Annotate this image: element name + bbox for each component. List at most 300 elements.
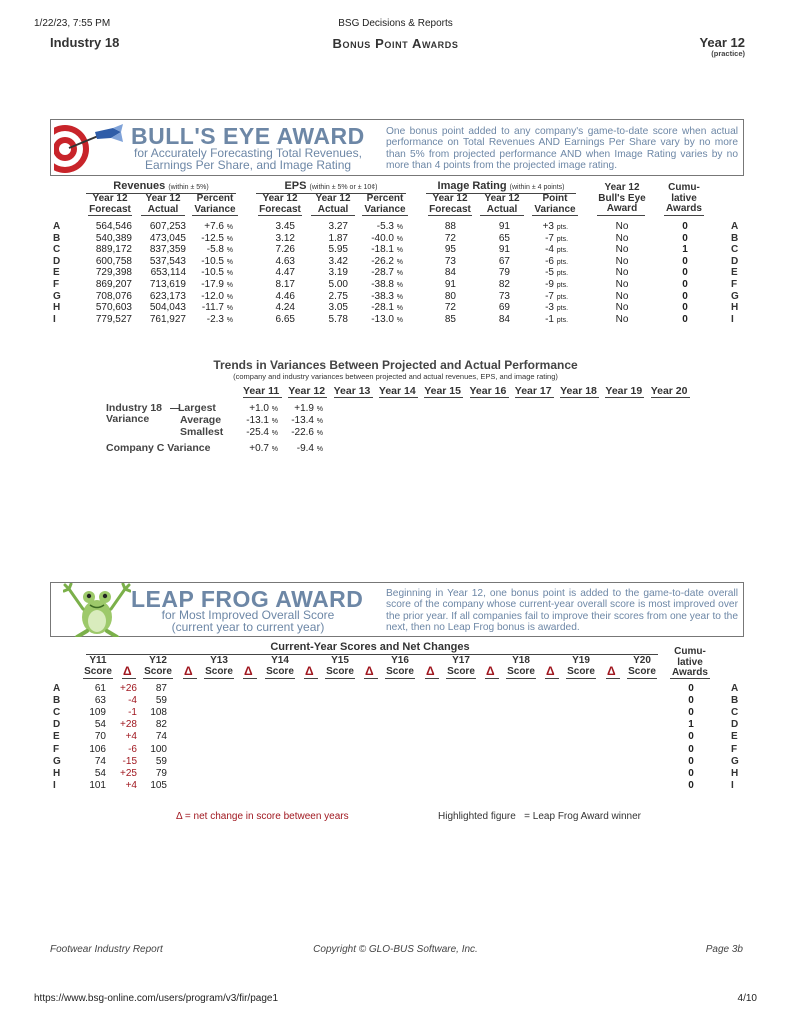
trends-value-number: +1.0	[249, 403, 269, 414]
trends-year-rule	[424, 397, 463, 398]
bullseye-award-value: No	[615, 267, 629, 279]
col-header-line2: Forecast	[429, 203, 471, 215]
print-page-count: 4/10	[737, 993, 757, 1004]
eps-variance	[340, 302, 403, 313]
score-delta: -15	[122, 755, 137, 767]
eps-variance-value: -5.3	[376, 221, 394, 232]
score-delta: -1	[128, 707, 137, 719]
bullseye-col-header	[525, 194, 585, 215]
y12-score: 100	[150, 743, 167, 755]
revenue-forecast: 564,546	[95, 221, 132, 232]
col-header-rule	[362, 215, 408, 216]
leapfrog-year-label: Y15	[331, 655, 349, 666]
eps-variance-value: -40.0	[371, 232, 394, 244]
eps-group-note: (within ± 5% or ± 10¢)	[309, 184, 378, 191]
score-delta: +4	[125, 779, 137, 791]
highlight-legend	[438, 811, 641, 822]
delta-header: Δ	[546, 664, 555, 678]
leapfrog-score-label: Score	[84, 666, 112, 677]
trends-year-header: Year 20	[650, 385, 688, 397]
revenue-actual: 607,253	[149, 221, 186, 232]
image-variance	[530, 291, 576, 302]
bullseye-cum-header	[658, 183, 710, 215]
revenue-variance	[170, 267, 233, 278]
industry-label: Industry 18	[50, 35, 120, 50]
leap-cum-awards: 0	[688, 683, 694, 694]
revenue-actual: 537,543	[149, 255, 186, 267]
eps-variance-value: -38.8	[371, 279, 394, 290]
leap-company-letter-right: C	[731, 707, 739, 719]
bullseye-description: One bonus point added to any company's game-to-date score when actual performance on Total Revenues AND Earnings Per Share vary by no more than 5% from projected performance AND when Image Rating varies by no more than 4 points from the projected image rating.	[386, 126, 738, 172]
image-forecast: 91	[444, 279, 456, 290]
percent-unit: %	[226, 224, 233, 231]
image-variance-value: -3	[545, 302, 554, 314]
y12-score: 108	[150, 707, 167, 719]
revenue-forecast: 570,603	[95, 302, 132, 314]
leapfrog-score-label: Score	[386, 666, 414, 677]
image-actual: 67	[498, 255, 510, 267]
delta-header-rule	[183, 678, 197, 679]
leap-cum-awards: 0	[688, 743, 694, 755]
leap-company-letter-right: F	[731, 743, 738, 755]
bullseye-subtitle-2: Earnings Per Share, and Image Rating	[144, 158, 352, 172]
eps-variance	[340, 267, 403, 278]
bullseye-cum-awards: 0	[682, 279, 688, 290]
eps-variance-value: -18.1	[371, 244, 394, 256]
leapfrog-subtitle-2: (current year to current year)	[171, 620, 325, 634]
eps-variance	[340, 291, 403, 302]
leapfrog-description: Beginning in Year 12, one bonus point is added to the game-to-date overall score of the company whose current-year overall score is most improved over the prior year. If all companies fail to improve their scores from one year to the next, then no Leap Frog bonus is awarded.	[386, 588, 738, 634]
percent-unit: %	[226, 270, 233, 278]
image-actual: 82	[498, 279, 510, 290]
col-header-line2: Forecast	[259, 203, 301, 215]
delta-header: Δ	[184, 664, 193, 678]
points-unit: pts.	[556, 247, 569, 255]
image-variance-value: -6	[545, 255, 554, 267]
y11-score: 70	[94, 731, 106, 743]
trends-year-rule	[470, 397, 509, 398]
footer-copyright: Copyright © GLO-BUS Software, Inc.	[313, 944, 478, 955]
percent-unit: %	[226, 282, 233, 289]
company-letter-right: H	[731, 302, 739, 314]
score-delta: +28	[120, 719, 137, 731]
image-forecast: 84	[444, 267, 456, 279]
y11-score: 61	[94, 683, 106, 694]
revenue-actual: 653,114	[150, 267, 186, 279]
delta-header-rule	[545, 678, 559, 679]
leapfrog-score-rule	[506, 678, 536, 679]
eps-forecast: 7.26	[275, 244, 295, 256]
percent-unit: %	[271, 430, 278, 437]
bullseye-award-value: No	[615, 313, 629, 325]
bullseye-award-value: No	[615, 232, 629, 244]
y11-score: 74	[94, 755, 106, 767]
col-header-rule	[258, 215, 302, 216]
bullseye-cum-awards: 0	[682, 255, 688, 267]
image-group-label: Image Rating	[437, 180, 507, 192]
leapfrog-score-label: Score	[326, 666, 354, 677]
trends-title: Trends in Variances Between Projected and Actual Performance	[213, 358, 578, 372]
trends-year-rule	[334, 397, 373, 398]
bullseye-cum-awards: 0	[682, 267, 688, 279]
trends-value	[275, 415, 323, 426]
revenue-forecast: 869,207	[95, 279, 132, 290]
eps-variance-value: -28.7	[371, 267, 394, 279]
image-variance	[530, 244, 576, 255]
y12-score: 105	[150, 779, 167, 791]
image-variance-value: -5	[545, 267, 554, 279]
revenue-variance	[170, 221, 233, 232]
revenue-variance	[170, 279, 233, 290]
eps-variance	[340, 256, 403, 267]
page-title: Bonus Point Awards	[332, 36, 459, 51]
bullseye-cum-awards: 0	[682, 302, 688, 314]
leapfrog-year-label: Y11	[89, 655, 107, 666]
revenue-variance	[170, 302, 233, 313]
eps-forecast: 4.63	[275, 255, 295, 267]
leap-company-letter-left: E	[53, 731, 60, 743]
col-header-line2: Actual	[486, 203, 518, 215]
revenue-variance-value: -12.0	[201, 290, 224, 302]
bullseye-col-header	[472, 194, 532, 215]
y11-score: 109	[89, 707, 106, 719]
trends-value-number: -22.6	[291, 427, 314, 438]
revenue-actual: 504,043	[149, 302, 186, 314]
percent-unit: %	[396, 270, 403, 278]
bullseye-cum-awards: 0	[682, 232, 688, 244]
trends-year-header: Year 11	[243, 385, 280, 397]
practice-label: (practice)	[711, 49, 745, 58]
bullseye-award-value: No	[615, 279, 629, 290]
leapfrog-score-rule	[204, 678, 234, 679]
col-header-line1: Year 12	[432, 193, 468, 204]
eps-actual: 1.87	[328, 232, 348, 244]
percent-unit: %	[396, 247, 403, 255]
col-header-rule	[88, 215, 132, 216]
eps-variance-value: -28.1	[371, 302, 394, 314]
trends-value-number: +1.9	[294, 403, 314, 414]
leap-company-letter-right: D	[731, 719, 739, 731]
award-header-line: Bull's Eye	[598, 192, 646, 204]
company-letter-right: B	[731, 232, 739, 244]
bullseye-award-value: No	[615, 221, 629, 232]
leapfrog-subtitle-1: for Most Improved Overall Score	[161, 608, 335, 622]
award-header-line: Award	[606, 203, 638, 214]
revenue-variance-value: -12.5	[201, 232, 224, 244]
leapfrog-year-label: Y12	[149, 655, 167, 666]
col-header-line1: Point	[542, 193, 568, 204]
image-variance-value: -1	[545, 313, 554, 325]
leapfrog-score-label: Score	[144, 666, 172, 677]
leapfrog-score-rule	[627, 678, 657, 679]
bullseye-subtitle-1: for Accurately Forecasting Total Revenues,	[134, 146, 362, 160]
leap-cum-awards: 0	[688, 779, 694, 791]
bullseye-cum-awards: 1	[682, 244, 688, 256]
leap-company-letter-left: A	[53, 683, 61, 694]
col-header-rule	[428, 215, 472, 216]
award-header-rule	[597, 215, 645, 216]
trends-value	[230, 415, 278, 426]
col-header-line1: Year 12	[262, 193, 298, 204]
revenue-actual: 837,359	[149, 244, 186, 256]
company-letter-left: D	[53, 255, 61, 267]
eps-forecast: 3.45	[275, 221, 295, 232]
eps-variance-value: -13.0	[371, 313, 394, 325]
trends-year-header: Year 12	[288, 385, 326, 397]
col-header-line2: Actual	[317, 203, 349, 215]
eps-actual: 3.19	[328, 267, 348, 279]
score-delta: -6	[128, 743, 137, 755]
leap-cum-awards: 0	[688, 755, 694, 767]
trends-year-rule	[651, 397, 690, 398]
revenue-forecast: 540,389	[95, 232, 132, 244]
col-header-line1: Year 12	[315, 193, 351, 204]
bullseye-award-value: No	[615, 244, 629, 256]
percent-unit: %	[271, 406, 278, 413]
leap-company-letter-left: C	[53, 707, 61, 719]
trends-year-rule	[288, 397, 327, 398]
image-actual: 84	[498, 313, 510, 325]
col-header-line1: Year 12	[484, 193, 520, 204]
revenues-group-label: Revenues	[113, 180, 166, 192]
eps-forecast: 8.17	[275, 279, 295, 290]
revenue-actual: 473,045	[149, 232, 186, 244]
leapfrog-score-rule	[83, 678, 113, 679]
percent-unit: %	[226, 258, 233, 266]
bullseye-cum-awards: 0	[682, 221, 688, 232]
eps-actual: 3.05	[328, 302, 348, 314]
leapfrog-cum-header	[664, 647, 716, 679]
leap-company-letter-right: A	[731, 683, 739, 694]
leapfrog-score-rule	[265, 678, 295, 679]
revenue-variance	[170, 233, 233, 244]
points-unit: pts.	[556, 305, 569, 313]
leapfrog-score-label: Score	[205, 666, 233, 677]
percent-unit: %	[396, 224, 403, 231]
image-variance	[530, 302, 576, 313]
trends-row-label: Largest	[178, 402, 216, 414]
y12-score: 59	[155, 755, 167, 767]
leap-company-letter-right: H	[731, 767, 739, 779]
bullseye-col-header	[250, 194, 310, 215]
trends-year-header: Year 18	[560, 385, 597, 397]
image-actual: 91	[498, 244, 510, 256]
footer-page-number: Page 3b	[705, 944, 743, 955]
y11-score: 63	[94, 695, 106, 707]
points-unit: pts.	[556, 224, 569, 231]
bullseye-col-header	[303, 194, 363, 215]
y12-score: 74	[155, 731, 167, 743]
delta-header: Δ	[305, 664, 314, 678]
delta-header-rule	[485, 678, 499, 679]
image-actual: 65	[498, 232, 510, 244]
image-actual: 69	[498, 302, 510, 314]
leapfrog-section-title: Current-Year Scores and Net Changes	[270, 641, 470, 653]
eps-variance	[340, 233, 403, 244]
image-group-note: (within ± 4 points)	[509, 184, 565, 191]
leap-company-letter-right: B	[731, 695, 739, 707]
percent-unit: %	[316, 446, 323, 453]
image-forecast: 80	[444, 290, 456, 302]
delta-header-rule	[425, 678, 439, 679]
eps-actual: 5.78	[328, 313, 348, 325]
delta-header: Δ	[365, 664, 374, 678]
col-header-line1: Year 12	[145, 193, 181, 204]
leapfrog-score-rule	[143, 678, 173, 679]
col-header-line2: Variance	[194, 203, 236, 215]
company-variance-number: -9.4	[296, 443, 314, 454]
trends-year-header: Year 16	[469, 385, 507, 397]
revenue-actual: 623,173	[149, 290, 186, 302]
leapfrog-score-label: Score	[447, 666, 475, 677]
percent-unit: %	[226, 293, 233, 301]
image-variance	[530, 256, 576, 267]
company-variance-value	[275, 443, 323, 454]
y12-score: 87	[155, 683, 167, 694]
company-letter-left: H	[53, 302, 61, 314]
revenue-variance	[170, 256, 233, 267]
y12-score: 59	[155, 695, 167, 707]
eps-forecast: 4.47	[275, 267, 295, 279]
points-unit: pts.	[556, 293, 569, 301]
trends-value	[230, 427, 278, 438]
percent-unit: %	[271, 418, 278, 425]
leapfrog-score-rule	[325, 678, 355, 679]
company-variance-number: +0.7	[249, 443, 269, 454]
revenue-variance-value: -10.5	[201, 267, 224, 279]
trends-industry-name: Industry 18	[106, 402, 163, 414]
trends-subtitle: (company and industry variances between projected and actual revenues, EPS, and image rating)	[233, 372, 558, 381]
leap-company-letter-left: I	[53, 779, 56, 791]
leap-company-letter-left: F	[53, 743, 60, 755]
trends-year-rule	[560, 397, 599, 398]
y11-score: 54	[94, 767, 106, 779]
y11-score: 101	[89, 779, 106, 791]
eps-forecast: 4.46	[275, 290, 295, 302]
score-delta: +25	[120, 767, 137, 779]
points-unit: pts.	[556, 258, 569, 266]
company-letter-left: B	[53, 232, 61, 244]
y11-score: 106	[89, 743, 106, 755]
image-variance	[530, 267, 576, 278]
company-letter-right: C	[731, 244, 739, 256]
revenue-actual: 761,927	[149, 313, 186, 325]
image-variance-value: -4	[545, 244, 554, 256]
eps-variance-value: -38.3	[371, 290, 394, 302]
bullseye-award-value: No	[615, 290, 629, 302]
eps-forecast: 4.24	[275, 302, 295, 314]
cum-header-rule	[664, 215, 704, 216]
company-letter-right: F	[731, 279, 738, 290]
eps-actual: 3.42	[328, 255, 348, 267]
trends-year-header: Year 15	[424, 385, 461, 397]
leap-company-letter-right: E	[731, 731, 738, 743]
percent-unit: %	[226, 247, 233, 255]
company-letter-left: F	[53, 279, 60, 290]
percent-unit: %	[396, 316, 403, 324]
eps-forecast: 6.65	[275, 313, 295, 325]
leapfrog-year-label: Y14	[271, 655, 289, 666]
image-actual: 79	[498, 267, 510, 279]
percent-unit: %	[271, 446, 278, 453]
leap-cum-awards: 0	[688, 731, 694, 743]
trends-year-header: Year 13	[333, 385, 371, 397]
company-letter-right: G	[731, 290, 739, 302]
points-unit: pts.	[556, 316, 569, 324]
trends-value	[230, 403, 278, 414]
bullseye-target-icon	[51, 122, 131, 179]
revenue-variance-value: -17.9	[201, 279, 224, 290]
eps-group-header	[256, 180, 406, 192]
leap-company-letter-right: G	[731, 755, 739, 767]
company-letter-right: E	[731, 267, 738, 279]
revenue-variance-value: -11.7	[201, 302, 224, 314]
eps-variance	[340, 244, 403, 255]
col-header-rule	[192, 215, 238, 216]
trends-year-rule	[605, 397, 644, 398]
revenues-group-header	[86, 180, 236, 192]
col-header-line1: Percent	[196, 193, 234, 204]
percent-unit: %	[316, 430, 323, 437]
company-letter-right: I	[731, 313, 734, 325]
leapfrog-banner	[50, 582, 744, 637]
y11-score: 54	[94, 719, 106, 731]
col-header-rule	[532, 215, 578, 216]
leap-company-letter-left: H	[53, 767, 61, 779]
company-letter-left: C	[53, 244, 61, 256]
leapfrog-score-label: Score	[507, 666, 535, 677]
revenues-group-note: (within ± 5%)	[168, 184, 209, 191]
eps-forecast: 3.12	[275, 232, 295, 244]
eps-group-label: EPS	[284, 180, 307, 192]
percent-unit: %	[316, 406, 323, 413]
leapfrog-score-rule	[566, 678, 596, 679]
frog-icon	[63, 583, 131, 642]
revenue-forecast: 600,758	[95, 255, 132, 267]
footer-report-name: Footwear Industry Report	[50, 944, 163, 955]
delta-header: Δ	[123, 664, 132, 678]
company-letter-left: G	[53, 290, 61, 302]
col-header-rule	[311, 215, 355, 216]
trends-value-number: -13.4	[291, 415, 314, 426]
trends-variance-label: Variance	[106, 413, 150, 425]
trends-year-header: Year 14	[378, 385, 416, 397]
delta-header-rule	[243, 678, 257, 679]
revenue-actual: 713,619	[149, 279, 186, 290]
image-forecast: 88	[444, 221, 456, 232]
bullseye-banner	[50, 119, 744, 176]
revenue-variance	[170, 244, 233, 255]
bullseye-col-header	[355, 194, 415, 215]
revenue-variance-value: -10.5	[201, 255, 224, 267]
revenue-forecast: 729,398	[95, 267, 132, 279]
year-label: Year 12	[699, 35, 745, 50]
leap-company-letter-left: G	[53, 755, 61, 767]
trends-value	[275, 427, 323, 438]
revenue-variance-value: -2.3	[206, 313, 224, 325]
eps-variance	[340, 221, 403, 232]
eps-variance	[340, 279, 403, 290]
percent-unit: %	[396, 258, 403, 266]
score-delta: +4	[125, 731, 137, 743]
y12-score: 79	[155, 767, 167, 779]
revenue-variance	[170, 291, 233, 302]
image-forecast: 85	[444, 313, 456, 325]
leapfrog-year-label: Y17	[452, 655, 470, 666]
trends-year-rule	[379, 397, 418, 398]
eps-variance	[340, 314, 403, 325]
leapfrog-year-label: Y20	[633, 655, 651, 666]
